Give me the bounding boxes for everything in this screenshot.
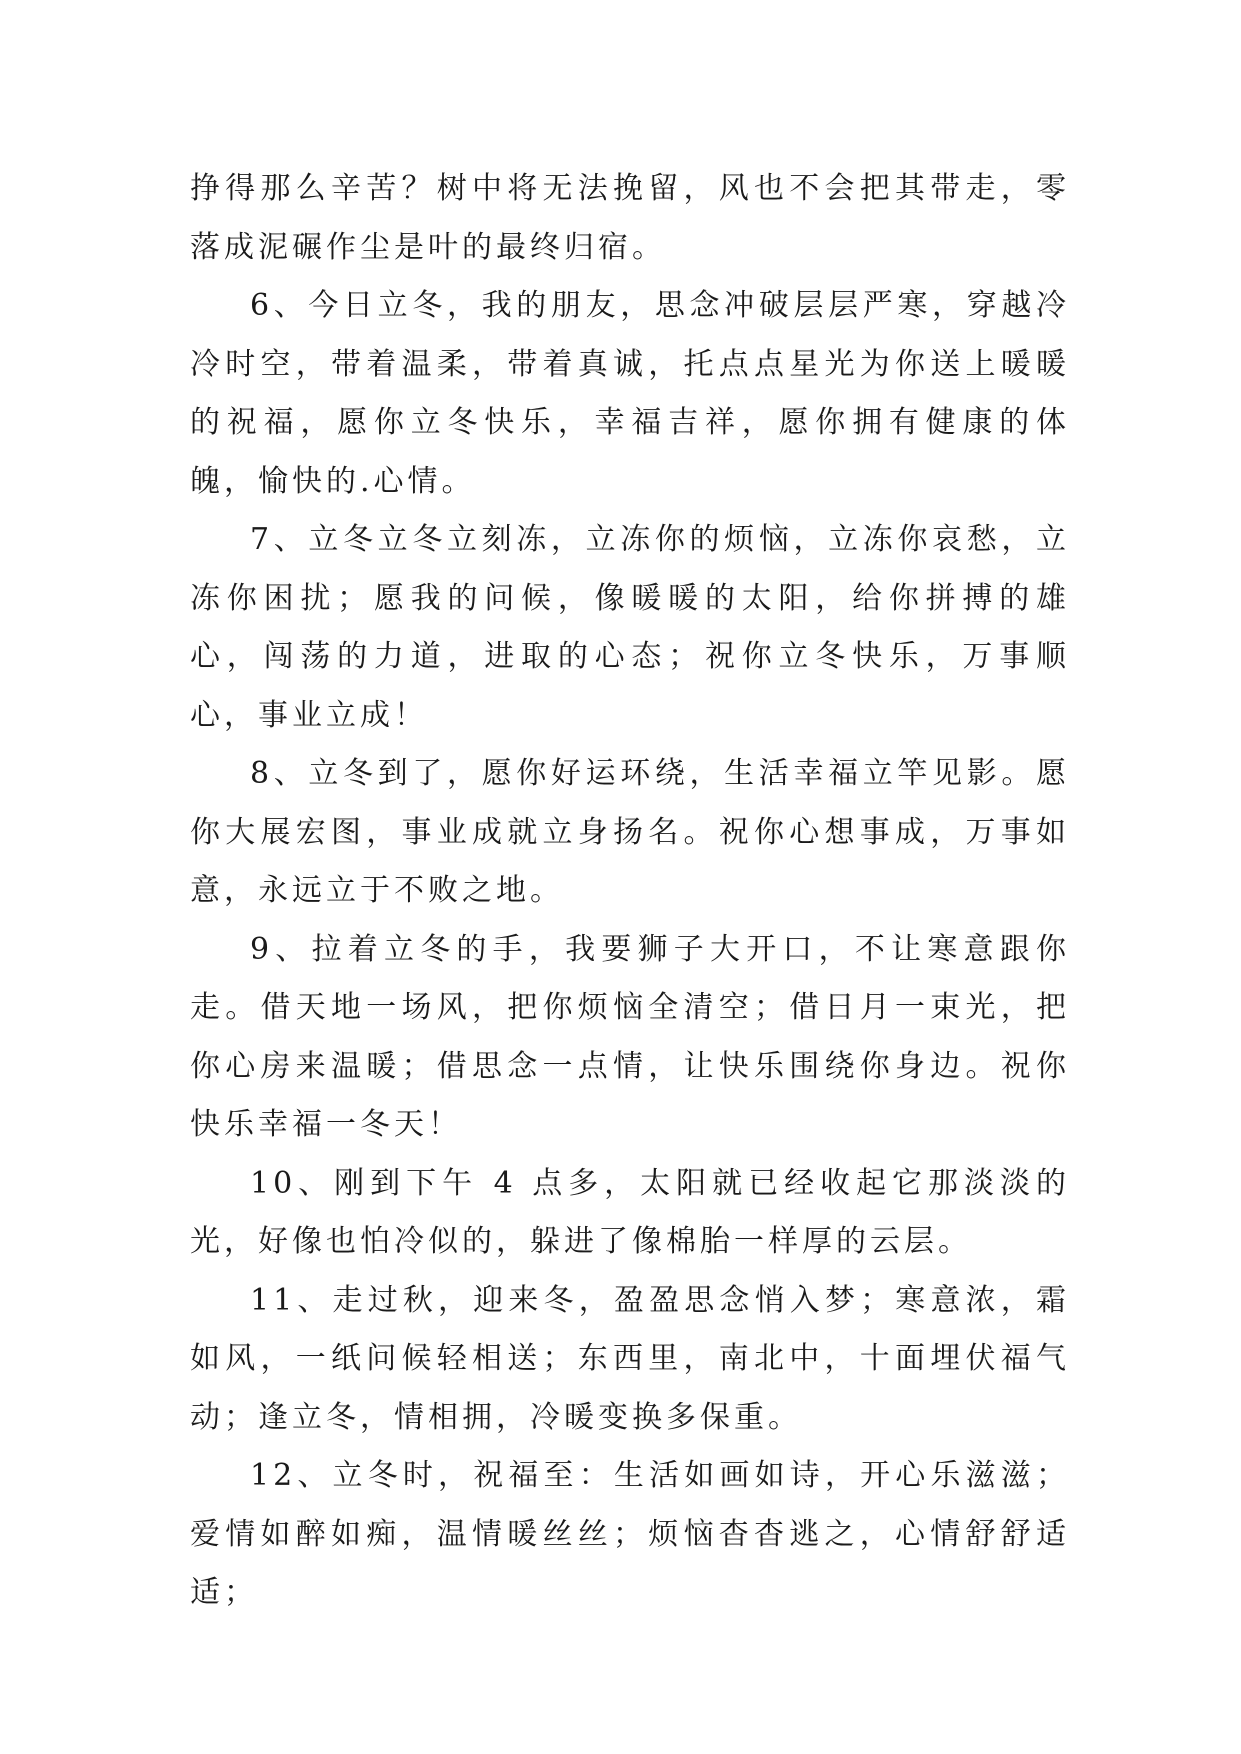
paragraph-item-12: 12、立冬时，祝福至：生活如画如诗，开心乐滋滋；爱情如醉如痴，温情暖丝丝；烦恼杳杳逃之，心情舒舒适适； <box>190 1458 1070 1610</box>
paragraph-continuation: 挣得那么辛苦？树中将无法挽留，风也不会把其带走，零落成泥碾作尘是叶的最终归宿。 <box>190 171 1070 265</box>
paragraph-item-10: 10、刚到下午 4 点多，太阳就已经收起它那淡淡的光，好像也怕冷似的，躲进了像棉胎一样厚的云层。 <box>190 1165 1070 1259</box>
document-body <box>190 160 1070 1623</box>
paragraph-item-11: 11、走过秋，迎来冬，盈盈思念悄入梦；寒意浓，霜如风，一纸问候轻相送；东西里，南北中，十面埋伏福气动；逢立冬，情相拥，冷暖变换多保重。 <box>190 1282 1070 1435</box>
paragraph-item-9: 9、拉着立冬的手，我要狮子大开口，不让寒意跟你走。借天地一场风，把你烦恼全清空；借日月一束光，把你心房来温暖；借思念一点情，让快乐围绕你身边。祝你快乐幸福一冬天！ <box>190 931 1070 1142</box>
paragraph-item-8: 8、立冬到了，愿你好运环绕，生活幸福立竿见影。愿你大展宏图，事业成就立身扬名。祝你心想事成，万事如意，永远立于不败之地。 <box>190 756 1070 908</box>
paragraph-item-7: 7、立冬立冬立刻冻，立冻你的烦恼，立冻你哀愁，立冻你困扰；愿我的问候，像暖暖的太阳，给你拼搏的雄心，闯荡的力道，进取的心态；祝你立冬快乐，万事顺心，事业立成！ <box>190 522 1070 733</box>
paragraph-item-6: 6、今日立冬，我的朋友，思念冲破层层严寒，穿越冷冷时空，带着温柔，带着真诚，托点点星光为你送上暖暖的祝福，愿你立冬快乐，幸福吉祥，愿你拥有健康的体魄，愉快的.心情。 <box>190 288 1070 499</box>
